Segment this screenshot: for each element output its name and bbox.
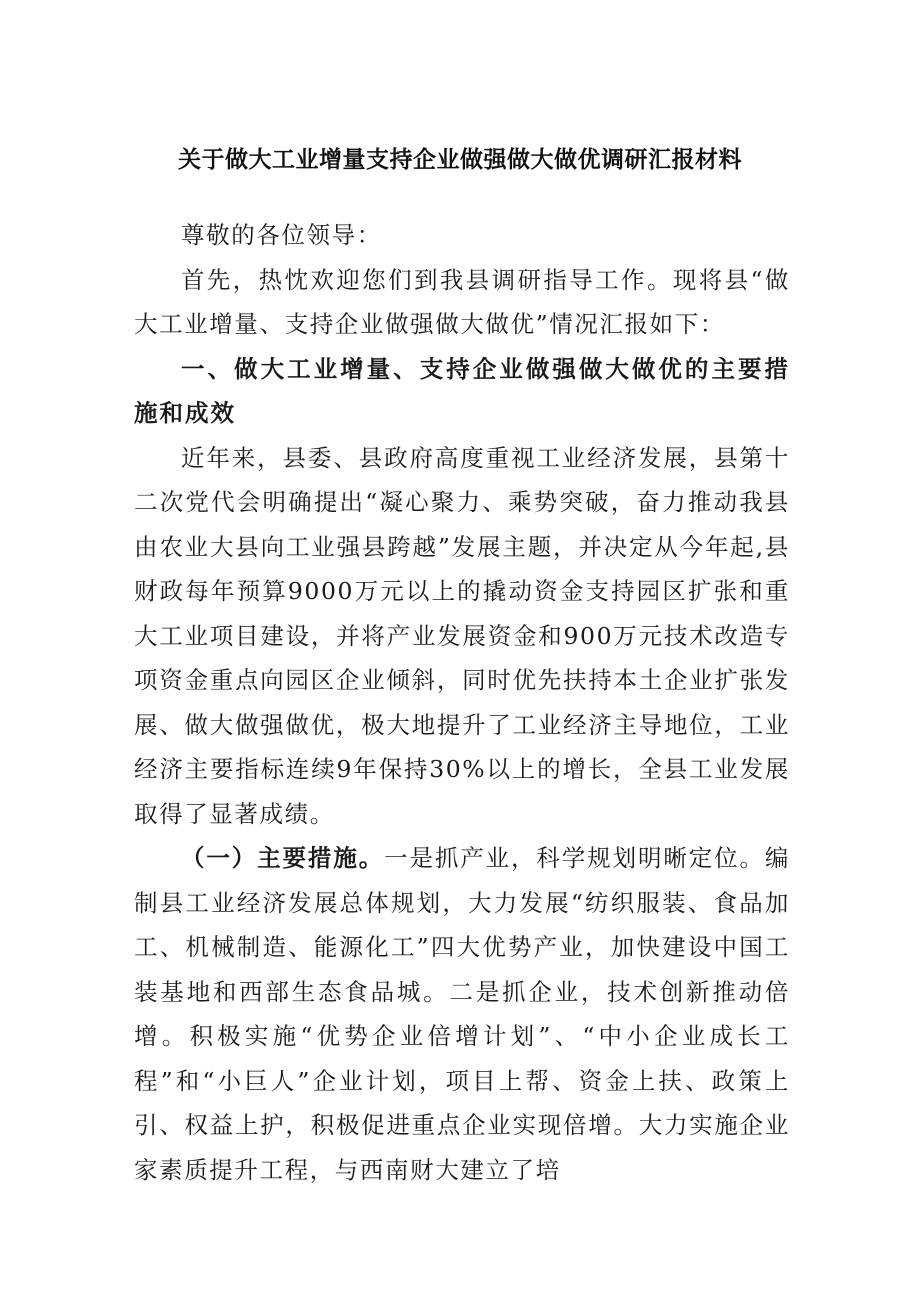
subsection-1-text: 一是抓产业，科学规划明晰定位。编制县工业经济发展总体规划，大力发展“纺织服装、食品加工、机械制造、能源化工”四大优势产业，加快建设中国工装基地和西部生态食品城。二是抓企业，技术创新推动倍增。积极实施“优势企业倍增计划”、“中小企业成长工程”和“小巨人”企业计划，项目上帮、资金上扶、政策上引、权益上护，积极促进重点企业实现倍增。大力实施企业家素质提升工程，与西南财大建立了培	[134, 844, 790, 1184]
salutation: 尊敬的各位领导：	[181, 221, 382, 249]
section-1-paragraph: 近年来，县委、县政府高度重视工业经济发展，县第十二次党代会明确提出“凝心聚力、乘势突破，奋力推动我县由农业大县向工业强县跨越”发展主题，并决定从今年起,县财政每年预算9000万元以上的撬动资金支持园区扩张和重大工业项目建设，并将产业发展资金和900万元技术改造专项资金重点向园区企业倾斜，同时优先扶持本土企业扩张发展、做大做强做优，极大地提升了工业经济主导地位，工业经济主要指标连续9年保持30%以上的增长，全县工业发展取得了显著成绩。	[134, 443, 790, 828]
subsection-1-lead: （一）主要措施。	[181, 844, 385, 872]
document-title: 关于做大工业增量支持企业做强做大做优调研汇报材料	[178, 147, 742, 173]
section-heading-1: 一、做大工业增量、支持企业做强做大做优的主要措施和成效	[134, 354, 790, 427]
subsection-1-paragraph	[134, 836, 790, 1192]
intro-paragraph: 首先，热忱欢迎您们到我县调研指导工作。现将县“做大工业增量、支持企业做强做大做优”情况汇报如下：	[134, 265, 790, 338]
document-body	[134, 213, 790, 1192]
